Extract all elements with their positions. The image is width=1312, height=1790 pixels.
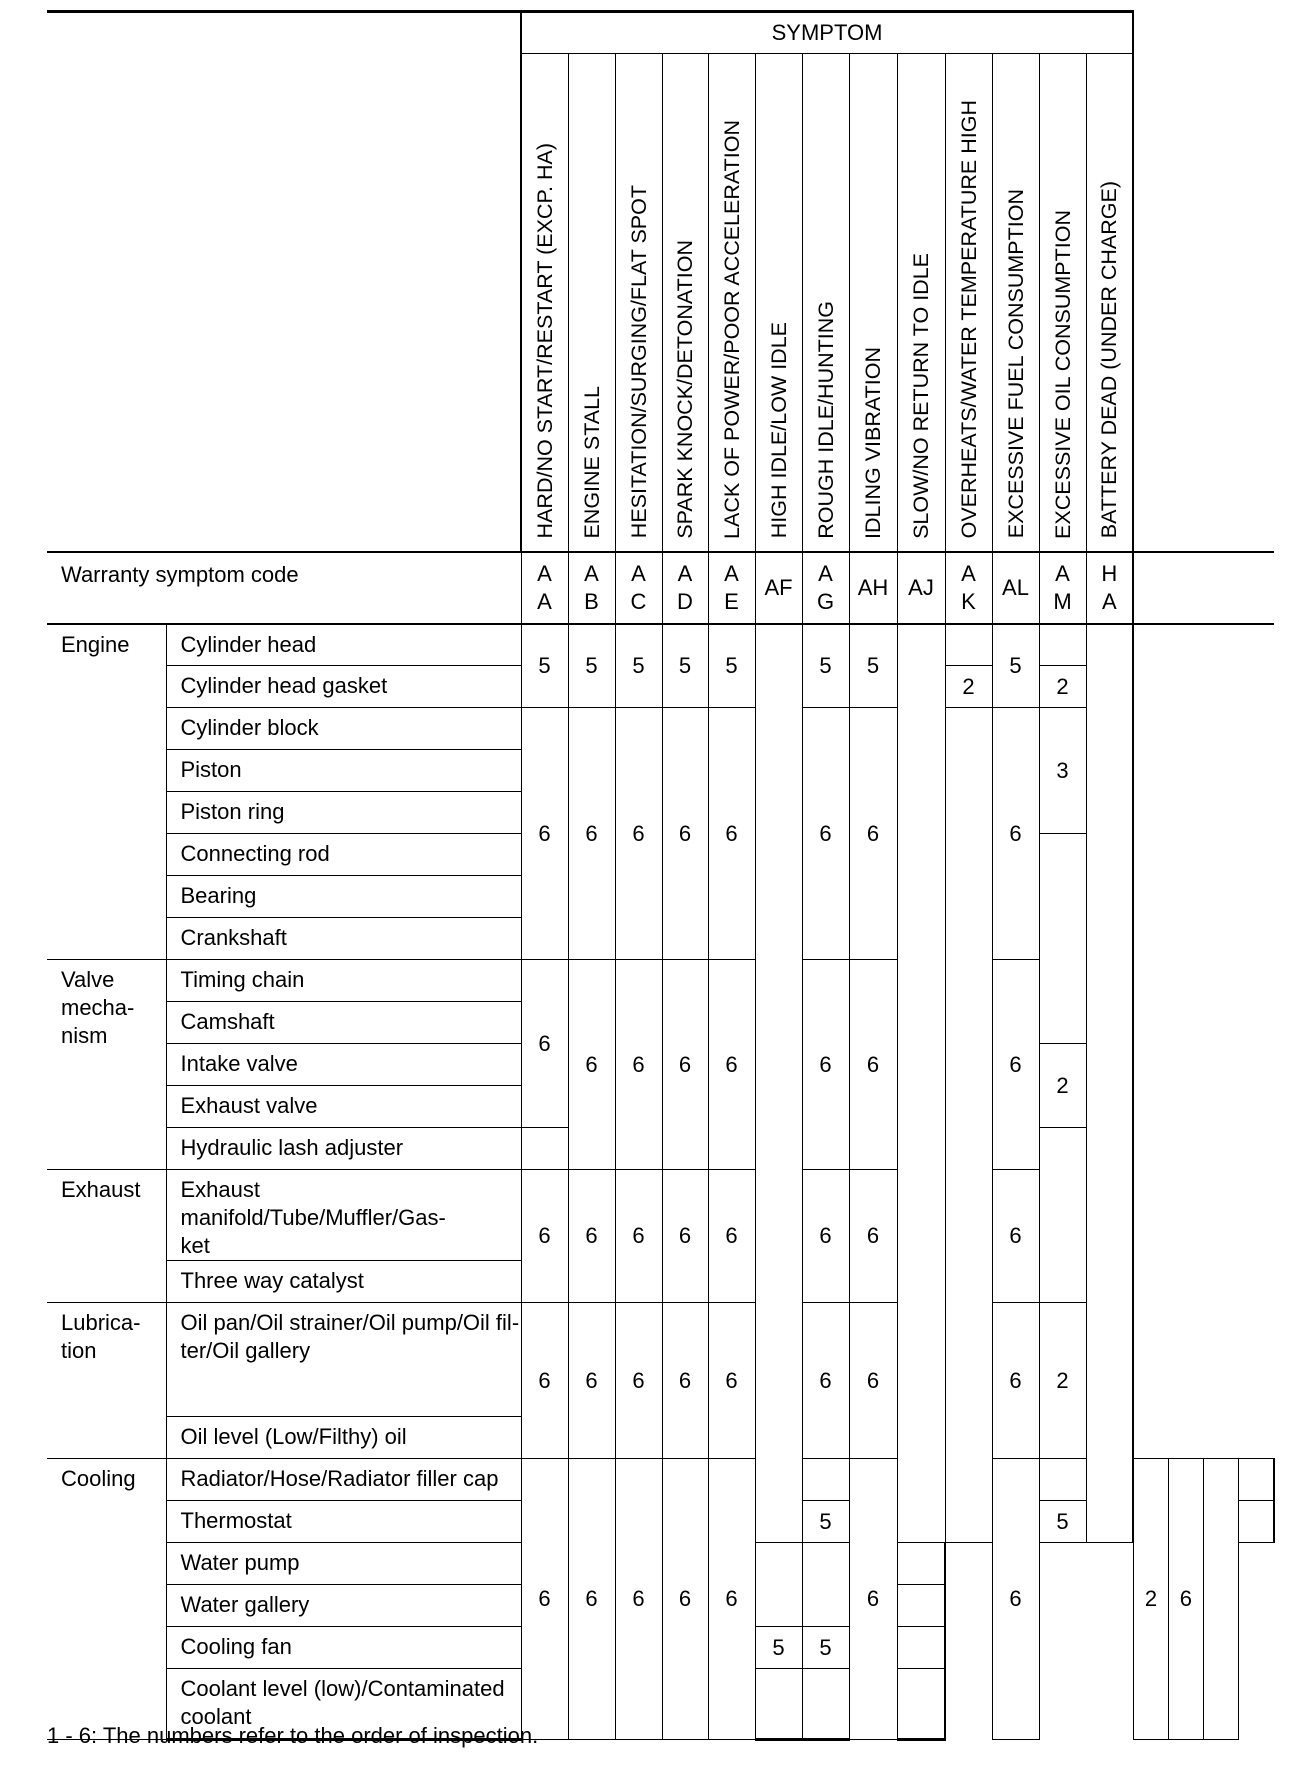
value-cell: 2 (945, 666, 992, 708)
value-cell: 6 (708, 1303, 755, 1459)
symptom-name: HARD/NO START/RESTART (EXCP. HA) (532, 143, 557, 539)
warranty-code: A M (1039, 552, 1086, 624)
value-cell: 6 (521, 708, 568, 960)
part-intake-valve: Intake valve (166, 1044, 521, 1086)
empty-cell (802, 1543, 849, 1627)
symptom-name: LACK OF POWER/POOR ACCELERATION (719, 119, 744, 539)
value-cell: 2 (1039, 1044, 1086, 1128)
group-lubrication: Lubrica- tion (47, 1303, 166, 1459)
part-piston: Piston (166, 750, 521, 792)
value-cell: 6 (568, 1170, 615, 1303)
empty-cell (1204, 1459, 1239, 1740)
value-cell: 6 (849, 1170, 897, 1303)
symptom-name: HIGH IDLE/LOW IDLE (766, 322, 791, 539)
part-bearing: Bearing (166, 876, 521, 918)
warranty-code: H A (1086, 552, 1133, 624)
value-cell: 6 (708, 1459, 755, 1740)
part-water-gallery: Water gallery (166, 1585, 521, 1627)
empty-cell (1039, 1459, 1086, 1501)
warranty-code: A B (568, 552, 615, 624)
part-oil-pan: Oil pan/Oil strainer/Oil pump/Oil fil- ter/Oil gallery (166, 1303, 521, 1417)
value-cell: 6 (708, 708, 755, 960)
value-cell: 6 (568, 960, 615, 1170)
footnote: 1 - 6: The numbers refer to the order of inspection. (47, 1723, 539, 1748)
empty-cell (945, 708, 992, 1543)
symptom-name: SPARK KNOCK/DETONATION (673, 239, 697, 539)
value-cell: 6 (802, 1303, 849, 1459)
symptom-name: EXCESSIVE OIL CONSUMPTION (1050, 209, 1075, 539)
empty-cell (897, 1669, 945, 1740)
value-cell: 3 (1039, 708, 1086, 834)
warranty-code: AJ (897, 552, 945, 624)
value-cell: 6 (662, 1459, 708, 1740)
empty-cell (897, 1627, 945, 1669)
part-connecting-rod: Connecting rod (166, 834, 521, 876)
empty-cell (755, 1669, 802, 1740)
value-cell: 5 (568, 624, 615, 708)
part-crankshaft: Crankshaft (166, 918, 521, 960)
value-cell: 6 (802, 960, 849, 1170)
value-cell: 6 (615, 1303, 662, 1459)
part-timing-chain: Timing chain (166, 960, 521, 1002)
group-engine: Engine (47, 624, 166, 960)
value-cell: 6 (568, 1459, 615, 1740)
value-cell: 6 (662, 1170, 708, 1303)
symptom-name: BATTERY DEAD (UNDER CHARGE) (1097, 181, 1122, 539)
part-piston-ring: Piston ring (166, 792, 521, 834)
value-cell: 6 (849, 1459, 897, 1740)
empty-cell (755, 624, 802, 1543)
value-cell: 6 (708, 1170, 755, 1303)
value-cell: 6 (521, 1459, 568, 1740)
value-cell: 6 (662, 960, 708, 1170)
empty-cell (1039, 1128, 1086, 1303)
symptom-header: SYMPTOM (521, 12, 1133, 54)
value-cell: 6 (662, 708, 708, 960)
blank-corner (47, 12, 521, 552)
empty-cell (945, 624, 992, 666)
value-cell: 6 (992, 1459, 1039, 1740)
value-cell: 2 (1039, 666, 1086, 708)
empty-cell (755, 1543, 802, 1627)
empty-cell (897, 1585, 945, 1627)
empty-cell (802, 1669, 849, 1740)
warranty-code: A C (615, 552, 662, 624)
symptom-name: ENGINE STALL (579, 385, 604, 539)
symptom-name: ROUGH IDLE/HUNTING (813, 300, 838, 539)
empty-cell (1039, 834, 1086, 1044)
value-cell: 5 (849, 624, 897, 708)
value-cell: 6 (849, 960, 897, 1170)
value-cell: 6 (521, 1303, 568, 1459)
symptom-name: OVERHEATS/WATER TEMPERATURE HIGH (956, 100, 981, 539)
group-valve-mechanism: Valve mecha- nism (47, 960, 166, 1170)
value-cell: 5 (992, 624, 1039, 708)
value-cell: 6 (662, 1303, 708, 1459)
symptom-table (47, 10, 1275, 1741)
empty-cell (897, 1543, 945, 1585)
value-cell: 6 (992, 708, 1039, 960)
value-cell: 5 (802, 1627, 849, 1669)
value-cell: 2 (1039, 1303, 1086, 1459)
value-cell: 6 (992, 1303, 1039, 1459)
part-cooling-fan: Cooling fan (166, 1627, 521, 1669)
value-cell: 6 (849, 708, 897, 960)
part-three-way-catalyst: Three way catalyst (166, 1261, 521, 1303)
symptom-name: HESITATION/SURGING/FLAT SPOT (626, 185, 651, 539)
warranty-label: Warranty symptom code (47, 552, 521, 624)
part-cylinder-block: Cylinder block (166, 708, 521, 750)
warranty-code: AL (992, 552, 1039, 624)
value-cell: 6 (615, 708, 662, 960)
value-cell: 6 (1168, 1459, 1203, 1740)
part-water-pump: Water pump (166, 1543, 521, 1585)
value-cell: 5 (615, 624, 662, 708)
part-coolant-level: Coolant level (low)/Contaminated coolant (166, 1669, 521, 1740)
warranty-code: AH (849, 552, 897, 624)
value-cell: 6 (568, 1303, 615, 1459)
empty-cell (802, 1459, 849, 1501)
warranty-code: AF (755, 552, 802, 624)
value-cell: 5 (802, 1501, 849, 1543)
value-cell: 6 (615, 1459, 662, 1740)
warranty-code: A E (708, 552, 755, 624)
value-cell: 6 (708, 960, 755, 1170)
value-cell: 6 (615, 960, 662, 1170)
value-cell: 5 (708, 624, 755, 708)
part-camshaft: Camshaft (166, 1002, 521, 1044)
part-cylinder-head: Cylinder head (166, 624, 521, 666)
value-cell: 2 (1133, 1459, 1168, 1740)
value-cell: 6 (568, 708, 615, 960)
warranty-code: A K (945, 552, 992, 624)
warranty-code: A A (521, 552, 568, 624)
warranty-code: A G (802, 552, 849, 624)
value-cell: 6 (849, 1303, 897, 1459)
value-cell: 5 (521, 624, 568, 708)
value-cell: 5 (802, 624, 849, 708)
value-cell: 5 (662, 624, 708, 708)
value-cell: 6 (802, 1170, 849, 1303)
part-oil-level: Oil level (Low/Filthy) oil (166, 1417, 521, 1459)
empty-cell (1039, 624, 1086, 666)
empty-cell (1086, 624, 1133, 1543)
value-cell: 6 (521, 1170, 568, 1303)
part-exhaust-manifold: Exhaust manifold/Tube/Muffler/Gas- ket (166, 1170, 521, 1261)
value-cell: 6 (992, 960, 1039, 1170)
empty-cell (897, 624, 945, 1543)
part-cylinder-head-gasket: Cylinder head gasket (166, 666, 521, 708)
empty-cell (1239, 1501, 1274, 1543)
part-exhaust-valve: Exhaust valve (166, 1086, 521, 1128)
part-thermostat: Thermostat (166, 1501, 521, 1543)
value-cell: 6 (615, 1170, 662, 1303)
empty-cell (1239, 1459, 1274, 1501)
group-cooling: Cooling (47, 1459, 166, 1740)
empty-cell (521, 1128, 568, 1170)
part-radiator: Radiator/Hose/Radiator filler cap (166, 1459, 521, 1501)
value-cell: 5 (1039, 1501, 1086, 1543)
part-hydraulic-lash-adjuster: Hydraulic lash adjuster (166, 1128, 521, 1170)
symptom-name: IDLING VIBRATION (861, 346, 885, 539)
value-cell: 6 (521, 960, 568, 1128)
value-cell: 6 (992, 1170, 1039, 1303)
value-cell: 6 (802, 708, 849, 960)
warranty-code: A D (662, 552, 708, 624)
symptom-name: EXCESSIVE FUEL CONSUMPTION (1003, 189, 1028, 539)
symptom-name: SLOW/NO RETURN TO IDLE (909, 252, 933, 539)
value-cell: 5 (755, 1627, 802, 1669)
warranty-code-row (47, 552, 1274, 624)
group-exhaust: Exhaust (47, 1170, 166, 1303)
